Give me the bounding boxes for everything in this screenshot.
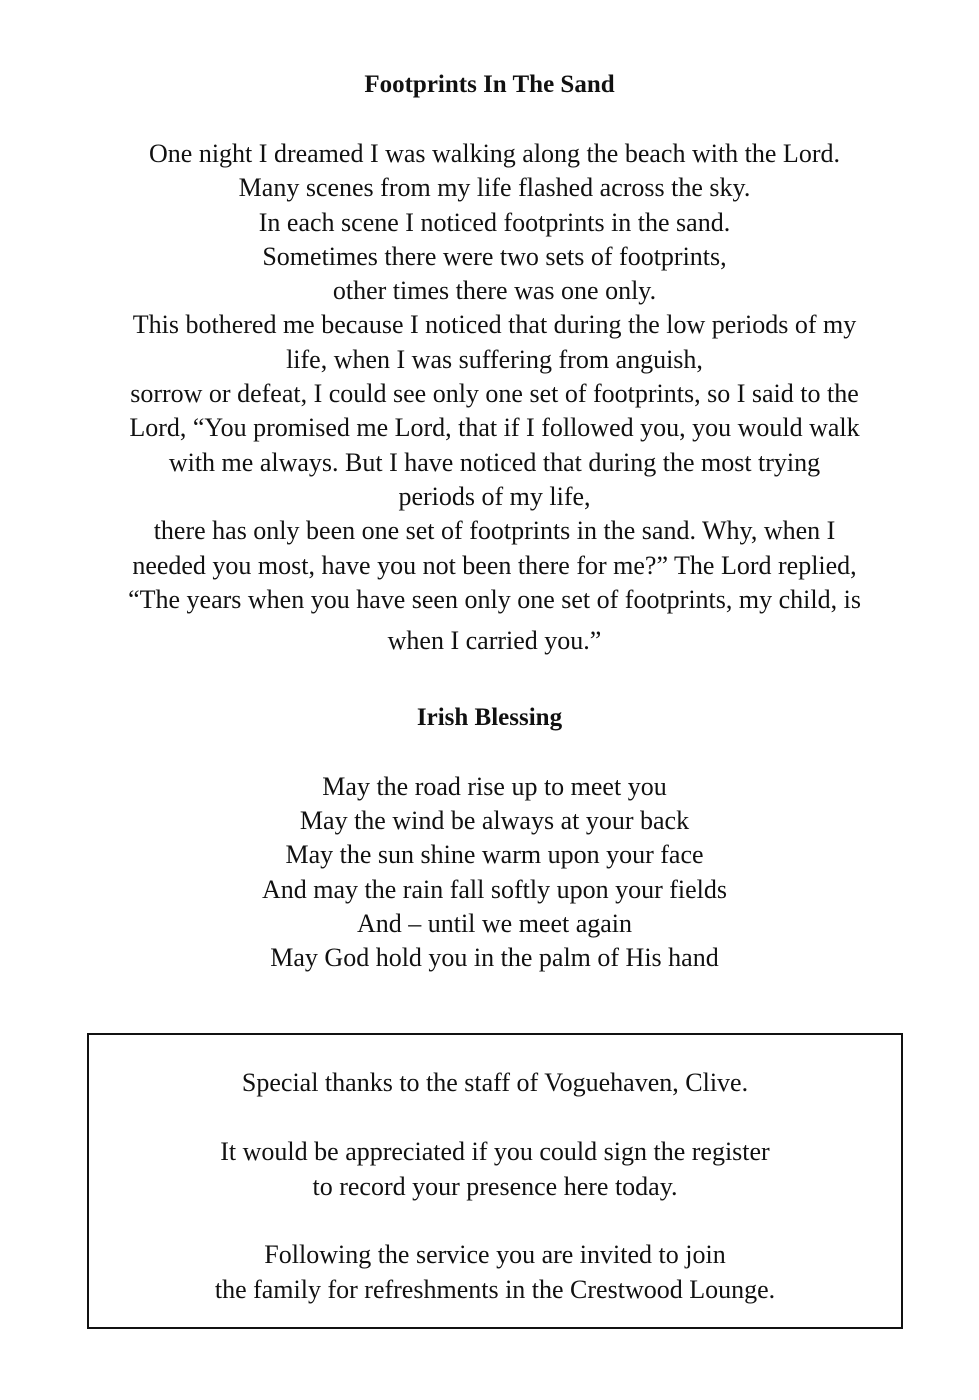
poem-line: Many scenes from my life flashed across the sky. — [238, 173, 751, 203]
poem-line: when I carried you.” — [387, 626, 602, 656]
irish-blessing-poem — [90, 770, 899, 975]
thanks-paragraph — [89, 1066, 901, 1101]
notice-line: Special thanks to the staff of Voguehaven, Clive. — [241, 1068, 749, 1097]
register-paragraph — [89, 1135, 901, 1204]
poem-line: with me always. But I have noticed that during the most trying — [168, 447, 821, 477]
footprints-poem — [90, 137, 899, 657]
poem-line: there has only been one set of footprints in the sand. Why, when I — [153, 516, 836, 546]
blessing-line: May the sun shine warm upon your face — [285, 840, 704, 870]
blessing-line: And – until we meet again — [356, 908, 633, 938]
blessing-line: May the road rise up to meet you — [322, 772, 667, 801]
poem-line: periods of my life, — [398, 481, 591, 511]
poem-line: sorrow or defeat, I could see only one set of footprints, so I said to the — [130, 379, 859, 409]
poem-line: This bothered me because I noticed that during the low periods of my — [132, 310, 857, 340]
notice-line: to record your presence here today. — [312, 1171, 678, 1201]
poem-line: needed you most, have you not been there for me?” The Lord replied, — [132, 550, 857, 580]
notice-line: Following the service you are invited to join — [264, 1240, 726, 1269]
notice-box — [87, 1033, 903, 1329]
notice-line: It would be appreciated if you could sign the register — [220, 1137, 770, 1166]
poem-line: Lord, “You promised me Lord, that if I followed you, you would walk — [129, 413, 860, 443]
poem-line: Sometimes there were two sets of footprints, — [262, 241, 727, 271]
footprints-title: Footprints In The Sand — [364, 71, 615, 98]
blessing-line: May the wind be always at your back — [299, 806, 690, 836]
refreshments-paragraph — [89, 1238, 901, 1307]
poem-line: One night I dreamed I was walking along the beach with the Lord. — [149, 139, 840, 168]
poem-line: other times there was one only. — [332, 276, 657, 306]
irish-blessing-title: Irish Blessing — [416, 704, 563, 731]
poem-line: In each scene I noticed footprints in the sand. — [258, 207, 731, 237]
blessing-line: May God hold you in the palm of His hand — [270, 942, 719, 972]
poem-line: “The years when you have seen only one set of footprints, my child, is — [128, 584, 861, 614]
poem-line: life, when I was suffering from anguish, — [286, 344, 703, 374]
notice-line: the family for refreshments in the Crestwood Lounge. — [214, 1274, 776, 1304]
blessing-line: And may the rain fall softly upon your fields — [261, 874, 728, 904]
